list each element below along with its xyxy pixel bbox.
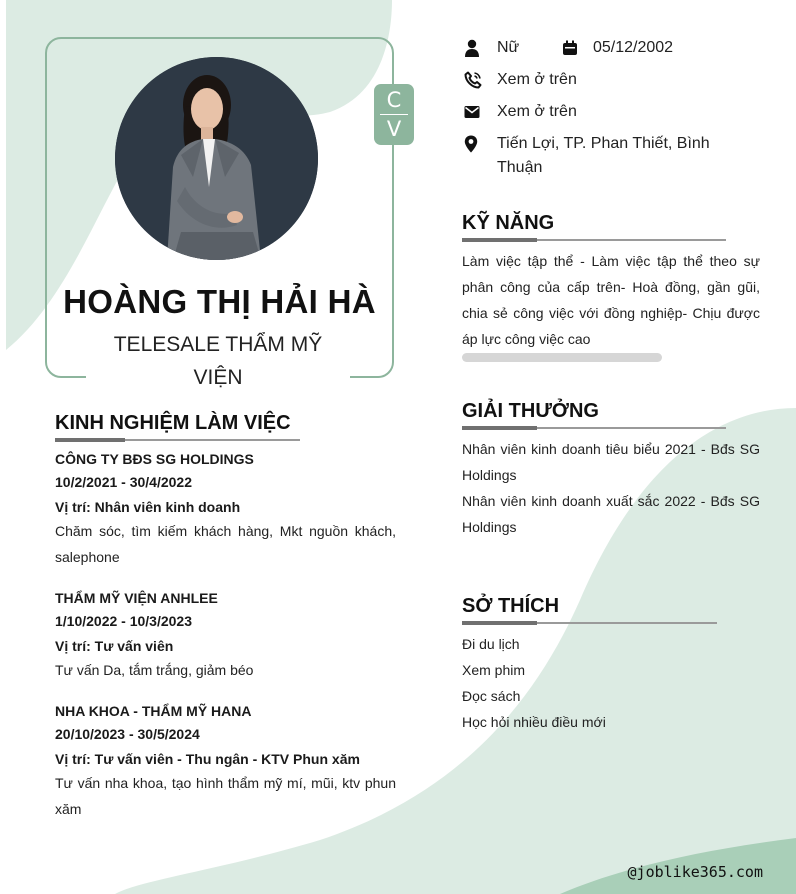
cv-badge-divider (380, 114, 408, 116)
experience-company: THẨM MỸ VIỆN ANHLEE (55, 590, 218, 606)
experience-role: Vị trí: Tư vấn viên (55, 638, 174, 654)
gender-row (464, 36, 519, 60)
experience-period: 20/10/2023 - 30/5/2024 (55, 726, 200, 742)
cv-badge-letter-c: C (386, 87, 402, 112)
hobbies-rule (462, 622, 717, 624)
address-value: Tiến Lợi, TP. Phan Thiết, Bình Thuận (497, 135, 710, 176)
hobby-item: Xem phim (462, 662, 526, 678)
hobby-item: Đọc sách (462, 688, 521, 704)
experience-section-header (55, 411, 300, 441)
person-icon (464, 36, 484, 60)
gender-value: Nữ (497, 39, 520, 56)
cv-badge-letter-v: V (386, 117, 402, 142)
phone-value: Xem ở trên (497, 71, 577, 88)
experience-description: Tư vấn nha khoa, tạo hình thẩm mỹ mí, mũi, ktv phun xăm (55, 775, 396, 817)
skills-description: Làm việc tập thể - Làm việc tập thể theo sự phân công của cấp trên- Hoà đồng, gần gũi, chia sẻ công việc với đồng nghiệp- Chịu được áp lực công việc cao (462, 253, 760, 347)
location-pin-icon (464, 132, 484, 156)
avatar (115, 57, 318, 260)
calendar-icon (562, 36, 582, 60)
awards-rule (462, 427, 726, 429)
award-item: Nhân viên kinh doanh tiêu biểu 2021 - Bđs SG Holdings (462, 441, 760, 483)
experience-role: Vị trí: Tư vấn viên - Thu ngân - KTV Phun xăm (55, 751, 360, 767)
awards-section-header (462, 399, 726, 429)
cv-badge (374, 84, 414, 145)
hobby-item: Học hỏi nhiều điều mới (462, 714, 606, 730)
skill-level-bar (462, 353, 662, 362)
experience-period: 1/10/2022 - 10/3/2023 (55, 613, 193, 629)
candidate-name: HOÀNG THỊ HẢI HÀ (63, 283, 376, 320)
footer-handle: @joblike365.com (627, 863, 763, 881)
hobbies-list (462, 631, 722, 735)
experience-title: KINH NGHIỆM LÀM VIỆC (55, 412, 291, 434)
experience-company: NHA KHOA - THẨM MỸ HANA (55, 703, 252, 719)
experience-period: 10/2/2021 - 30/4/2022 (55, 474, 193, 490)
mail-icon (464, 100, 484, 124)
birthday-row (562, 36, 673, 60)
address-row (464, 132, 712, 180)
avatar-portrait (115, 57, 318, 260)
experience-item (55, 588, 396, 683)
hobbies-section-header (462, 594, 717, 624)
phone-row (464, 68, 577, 92)
award-item: Nhân viên kinh doanh xuất sắc 2022 - Bđs SG Holdings (462, 493, 760, 535)
experience-item (55, 449, 396, 570)
hobby-item: Đi du lịch (462, 636, 520, 652)
skills-section-header (462, 211, 726, 241)
phone-icon (464, 68, 484, 92)
experience-rule (55, 439, 300, 441)
birthday-value: 05/12/2002 (593, 39, 674, 56)
hobbies-title: SỞ THÍCH (462, 595, 560, 617)
email-row (464, 100, 577, 124)
skills-rule (462, 239, 726, 241)
candidate-job-title: TELESALE THẨM MỸ VIỆN (113, 333, 323, 389)
experience-company: CÔNG TY BĐS SG HOLDINGS (55, 451, 254, 467)
awards-title: GIẢI THƯỞNG (462, 400, 599, 422)
awards-list (462, 436, 760, 540)
experience-item (55, 701, 396, 822)
email-value: Xem ở trên (497, 103, 577, 120)
skills-title: KỸ NĂNG (462, 212, 555, 234)
experience-description: Chăm sóc, tìm kiếm khách hàng, Mkt nguồn khách, salephone (55, 523, 396, 565)
experience-role: Vị trí: Nhân viên kinh doanh (55, 499, 241, 515)
experience-description: Tư vấn Da, tắm trắng, giảm béo (55, 662, 254, 678)
